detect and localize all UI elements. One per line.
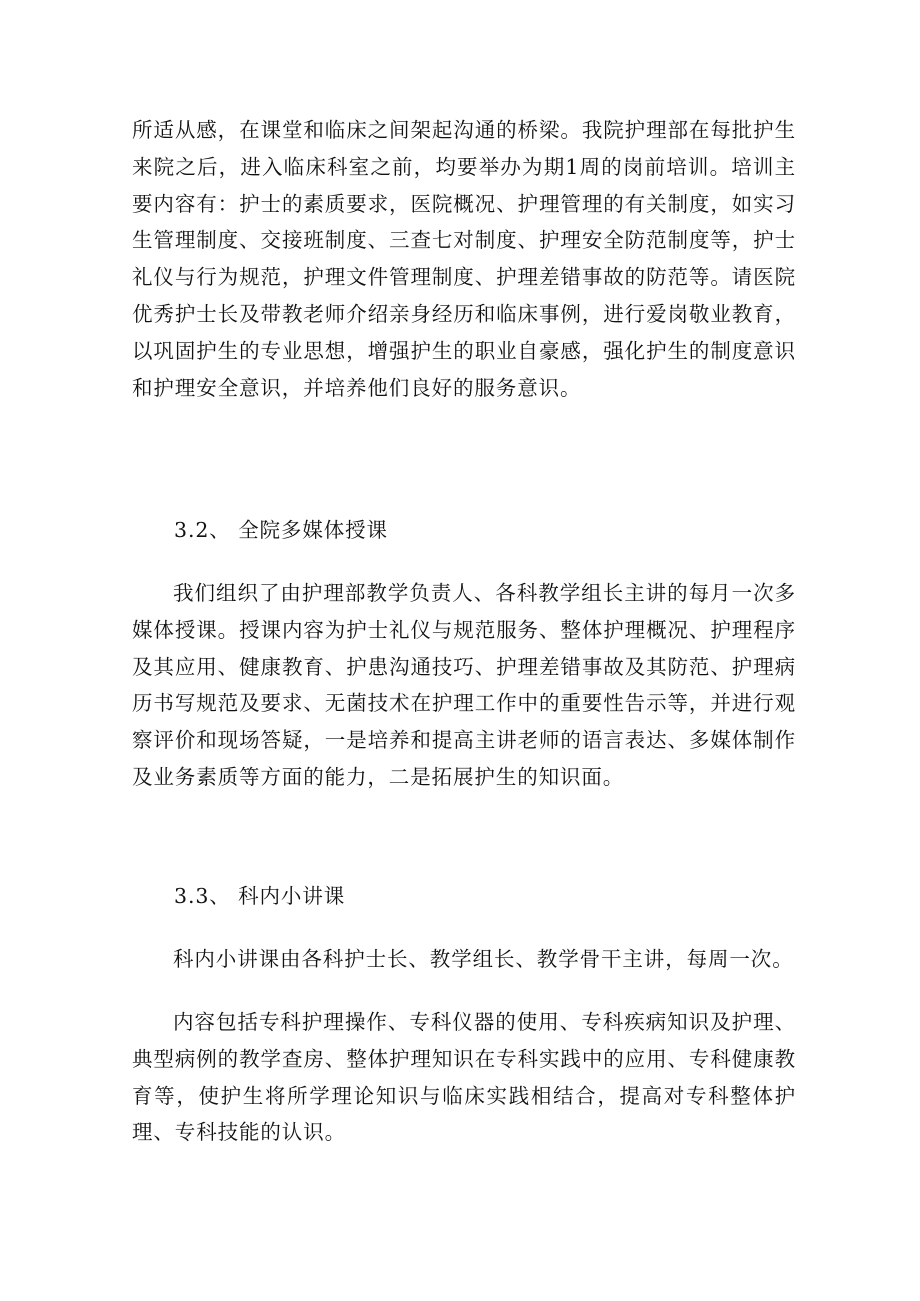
paragraph-multimedia-lectures: 我们组织了由护理部教学负责人、各科教学组长主讲的每月一次多媒体授课。授课内容为护士礼仪与规范服务、整体护理概况、护理程序及其应用、健康教育、护患沟通技巧、护理差错事故及其防范、护理病历书写规范及要求、无菌技术在护理工作中的重要性告示等，并进行观察评价和现场答疑，一是培养和提高主讲老师的语言表达、多媒体制作及业务素质等方面的能力，二是拓展护生的知识面。 [132,581,796,789]
heading-3-3: 3.3、 科内小讲课 [174,884,346,908]
paragraph-lecture-content: 内容包括专科护理操作、专科仪器的使用、专科疾病知识及护理、典型病例的教学查房、整体护理知识在专科实践中的应用、专科健康教育等，使护生将所学理论知识与临床实践相结合，提高对专科整体护理、专科技能的认识。 [132,1010,796,1145]
paragraph-department-lectures: 科内小讲课由各科护士长、教学组长、教学骨干主讲，每周一次。 [173,947,794,971]
paragraph-pre-job-training: 所适从感，在课堂和临床之间架起沟通的桥梁。我院护理部在每批护生来院之后，进入临床科室之前，均要举办为期1周的岗前培训。培训主要内容有：护士的素质要求，医院概况、护理管理的有关制度，如实习生管理制度、交接班制度、三查七对制度、护理安全防范制度等，护士礼仪与行为规范，护理文件管理制度、护理差错事故的防范等。请医院优秀护士长及带教老师介绍亲身经历和临床事例，进行爱岗敬业教育，以巩固护生的专业思想，增强护生的职业自豪感，强化护生的制度意识和护理安全意识，并培养他们良好的服务意识。 [132,118,796,400]
heading-3-2: 3.2、 全院多媒体授课 [174,518,388,542]
